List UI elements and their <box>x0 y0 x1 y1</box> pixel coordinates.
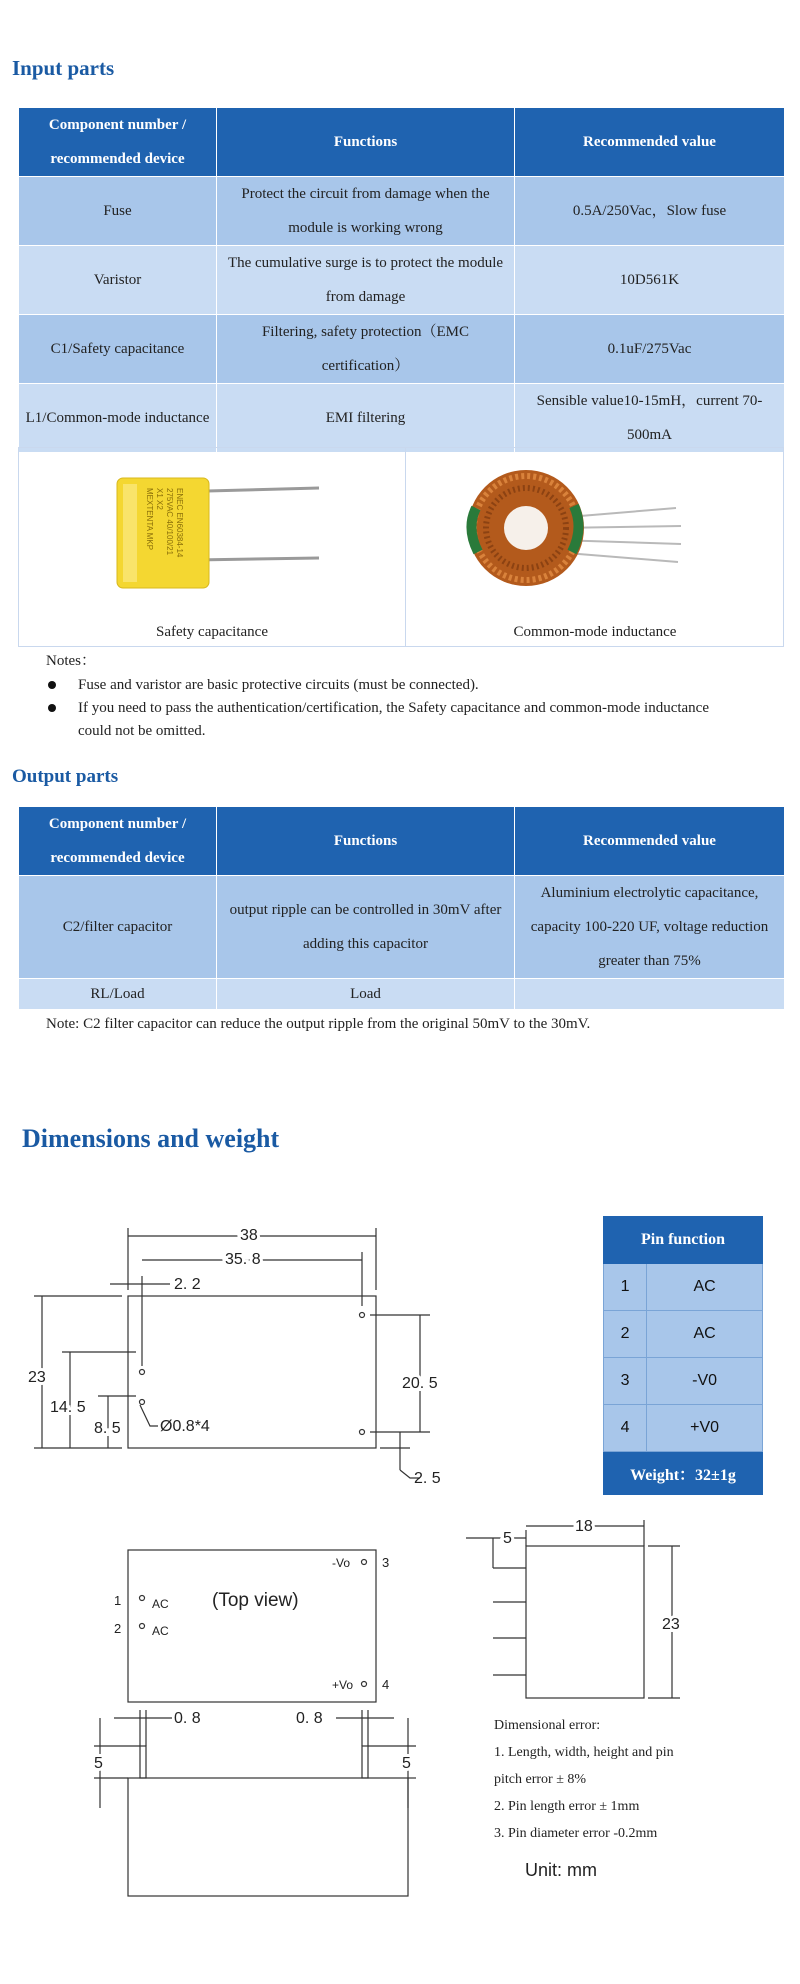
dim-5-pin: 5 <box>402 1755 411 1772</box>
dim-2-2: 2. 2 <box>174 1276 201 1293</box>
dim-23: 23 <box>28 1369 46 1386</box>
error-line: 2. Pin length error ± 1mm <box>494 1799 640 1814</box>
output-note: Note: C2 filter capacitor can reduce the output ripple from the original 50mV to the 30mV. <box>46 1016 591 1032</box>
note-item: If you need to pass the authentication/certification, the Safety capacitance and common-mode inductance <box>78 700 709 716</box>
pin-hole <box>360 1313 365 1318</box>
header-component: Component number / recommended device <box>19 807 217 876</box>
cell-function: Load <box>217 979 515 1010</box>
note-item-continued: could not be omitted. <box>78 723 206 739</box>
capacitor-print: 275VAC 40/100/21 <box>165 488 174 556</box>
pin-number: 3 <box>604 1358 647 1405</box>
safety-capacitor-image <box>19 448 405 618</box>
capacitor-print: MEXTENTA MKP <box>145 488 154 551</box>
table-row <box>19 177 785 246</box>
pin-hole <box>140 1370 145 1375</box>
table-row <box>19 876 785 979</box>
dim-0-8: 0. 8 <box>174 1710 201 1727</box>
pin-number: 2 <box>114 1621 122 1636</box>
table-row <box>604 1264 763 1311</box>
cell-function: output ripple can be controlled in 30mV after adding this capacitor <box>217 876 515 979</box>
input-parts-table <box>18 107 785 453</box>
cell-component: Varistor <box>19 246 217 315</box>
cell-function: The cumulative surge is to protect the module from damage <box>217 246 515 315</box>
dim-0-8: 0. 8 <box>296 1710 323 1727</box>
pin-number: 3 <box>382 1555 390 1570</box>
pin-number: 4 <box>382 1677 390 1692</box>
output-parts-title: Output parts <box>12 766 119 787</box>
table-row <box>19 979 785 1010</box>
cell-function: EMI filtering <box>217 384 515 453</box>
error-line: 1. Length, width, height and pin <box>494 1745 674 1760</box>
dim-2-5: 2. 5 <box>414 1470 441 1487</box>
safety-capacitance-caption: Safety capacitance <box>155 624 268 640</box>
output-parts-table <box>18 806 785 1010</box>
pin-hole <box>360 1430 365 1435</box>
side-view-body <box>526 1546 644 1698</box>
dim-5: 5 <box>503 1530 512 1547</box>
pin-label: +Vo <box>332 1678 354 1692</box>
common-mode-inductance-caption: Common-mode inductance <box>513 624 677 640</box>
cell-component: C2/filter capacitor <box>19 876 217 979</box>
header-component: Component number / recommended device <box>19 108 217 177</box>
cell-value: 0.5A/250Vac，Slow fuse <box>515 177 785 246</box>
bullet-icon <box>48 681 56 689</box>
dim-35-8: 35. 8 <box>225 1251 261 1268</box>
cell-component: C1/Safety capacitance <box>19 315 217 384</box>
pin-number: 1 <box>604 1264 647 1311</box>
table-row <box>19 384 785 453</box>
cell-value <box>515 979 785 1010</box>
capacitor-print: ENEC EN60384-14 <box>175 488 184 558</box>
header-functions: Functions <box>217 807 515 876</box>
component-photos <box>18 447 784 647</box>
cell-value: Aluminium electrolytic capacitance, capacity 100-220 UF, voltage reduction greater than 75% <box>515 876 785 979</box>
note-item: Fuse and varistor are basic protective circuits (must be connected). <box>78 677 479 693</box>
bullet-icon <box>48 704 56 712</box>
cell-value: 0.1uF/275Vac <box>515 315 785 384</box>
table-row <box>19 315 785 384</box>
dim-8-5: 8. 5 <box>94 1420 121 1437</box>
table-row <box>604 1358 763 1405</box>
dim-20-5: 20. 5 <box>402 1375 438 1392</box>
pin-hole <box>140 1400 145 1405</box>
error-heading: Dimensional error: <box>494 1718 601 1733</box>
pin-function: AC <box>647 1311 763 1358</box>
pin-function: -V0 <box>647 1358 763 1405</box>
dim-18: 18 <box>575 1518 593 1535</box>
table-header-row <box>19 807 785 876</box>
top-view-label: (Top view) <box>212 1590 299 1611</box>
dim-5-pin: 5 <box>94 1755 103 1772</box>
table-row <box>19 246 785 315</box>
pin-number: 4 <box>604 1405 647 1452</box>
dim-23-side: 23 <box>662 1616 680 1633</box>
cell-component: Fuse <box>19 177 217 246</box>
pin-function-title: Pin function <box>604 1217 763 1264</box>
cell-function: Protect the circuit from damage when the module is working wrong <box>217 177 515 246</box>
input-parts-title: Input parts <box>12 56 115 80</box>
error-line: 3. Pin diameter error -0.2mm <box>494 1826 658 1841</box>
pin-label: -Vo <box>332 1556 351 1570</box>
dim-38: 38 <box>240 1227 258 1244</box>
unit-label: Unit: mm <box>525 1860 597 1880</box>
dim-14-5: 14. 5 <box>50 1399 86 1416</box>
pin-number: 1 <box>114 1593 122 1608</box>
pin-function: +V0 <box>647 1405 763 1452</box>
cell-component: L1/Common-mode inductance <box>19 384 217 453</box>
capacitor-print: X1 X2 <box>155 488 164 510</box>
pin-diameter-label: Ø0.8*4 <box>160 1418 210 1435</box>
cell-value: 10D561K <box>515 246 785 315</box>
weight-label: Weight：32±1g <box>604 1452 763 1495</box>
header-recommended: Recommended value <box>515 108 785 177</box>
pin-function: AC <box>647 1264 763 1311</box>
bottom-view-body <box>128 1778 408 1896</box>
table-row <box>604 1311 763 1358</box>
pin-function-table <box>603 1216 763 1495</box>
pin-number: 2 <box>604 1311 647 1358</box>
table-header-row <box>19 108 785 177</box>
table-row <box>604 1405 763 1452</box>
pin-label: AC <box>152 1624 169 1638</box>
cell-function: Filtering, safety protection（EMC certification） <box>217 315 515 384</box>
cell-component: RL/Load <box>19 979 217 1010</box>
header-recommended: Recommended value <box>515 807 785 876</box>
cell-value: Sensible value10-15mH，current 70-500mA <box>515 384 785 453</box>
common-mode-inductor-image <box>406 448 786 618</box>
header-functions: Functions <box>217 108 515 177</box>
pin-label: AC <box>152 1597 169 1611</box>
dimensions-title: Dimensions and weight <box>22 1124 280 1153</box>
notes-label: Notes： <box>46 653 96 669</box>
error-line: pitch error ± 8% <box>494 1772 587 1787</box>
